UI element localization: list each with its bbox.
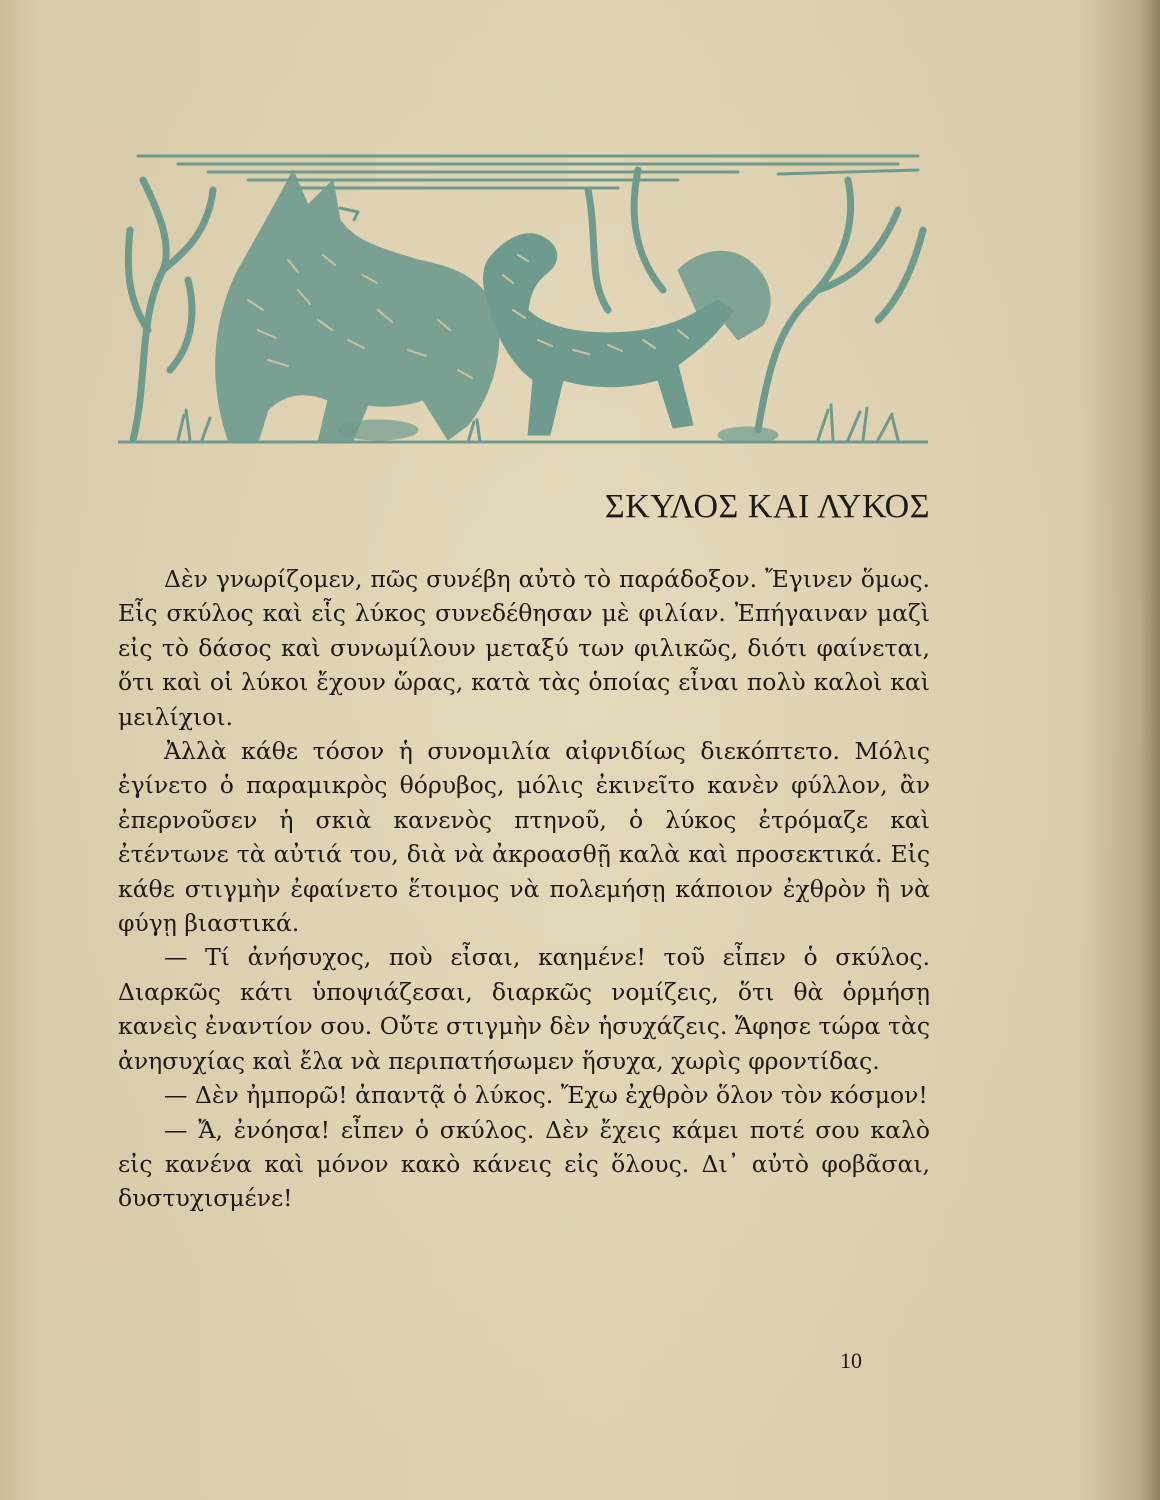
dog-and-wolf-illustration xyxy=(118,150,928,450)
paragraph: Δὲν γνωρίζομεν, πῶς συνέβη αὐτὸ τὸ παράδοξον. Ἔγινεν ὅμως. Εἷς σκύλος καὶ εἷς λύκος συνεδέθησαν μὲ φιλίαν. Ἐπήγαιναν μαζὶ εἰς τὸ δάσος καὶ συνωμίλουν μεταξύ των φιλικῶς, διότι φαίνεται, ὅτι καὶ οἱ λύκοι ἔχουν ὥρας, κατὰ τὰς ὁποίας εἶναι πολὺ καλοὶ καὶ μειλίχιοι. xyxy=(118,565,930,731)
story-title: ΣΚΥΛΟΣ ΚΑΙ ΛΥΚΟΣ xyxy=(604,488,930,525)
page-number: 10 xyxy=(840,1348,862,1373)
paragraph: — Τί ἀνήσυχος, ποὺ εἶσαι, καημένε! τοῦ εἶπεν ὁ σκύλος. Διαρκῶς κάτι ὑποψιάζεσαι, διαρκῶς νομίζεις, ὅτι θὰ ὁρμήσῃ κανεὶς ἐναντίον σου. Οὔτε στιγμὴν δὲν ἡσυχάζεις. Ἄφησε τώρα τὰς ἀνησυχίας καὶ ἔλα νὰ περιπατήσωμεν ἥσυχα, χωρὶς φροντίδας. xyxy=(118,943,930,1075)
paragraph: Ἀλλὰ κάθε τόσον ἡ συνομιλία αἰφνιδίως διεκόπτετο. Μόλις ἐγίνετο ὁ παραμικρὸς θόρυβος, μόλις ἐκινεῖτο κανὲν φύλλον, ἂν ἐπερνοῦσεν ἡ σκιὰ κανενὸς πτηνοῦ, ὁ λύκος ἐτρόμαζε καὶ ἐτέντωνε τὰ αὐτιά του, διὰ νὰ ἀκροασθῇ καλὰ καὶ προσεκτικά. Εἰς κάθε στιγμὴν ἐφαίνετο ἕτοιμος νὰ πολεμήσῃ κάποιον ἐχθρὸν ἢ νὰ φύγῃ βιαστικά. xyxy=(118,737,930,938)
paragraph: — Δὲν ἠμπορῶ! ἀπαντᾷ ὁ λύκος. Ἔχω ἐχθρὸν ὅλον τὸν κόσμον! xyxy=(164,1081,928,1110)
story-text xyxy=(118,562,930,1216)
paragraph: — Ἄ, ἐνόησα! εἶπεν ὁ σκύλος. Δὲν ἔχεις κάμει ποτέ σου καλὸ εἰς κανένα καὶ μόνον κακὸ κάνεις εἰς ὅλους. Δι᾽ αὐτὸ φοβᾶσαι, δυστυχισμένε! xyxy=(118,1115,930,1213)
